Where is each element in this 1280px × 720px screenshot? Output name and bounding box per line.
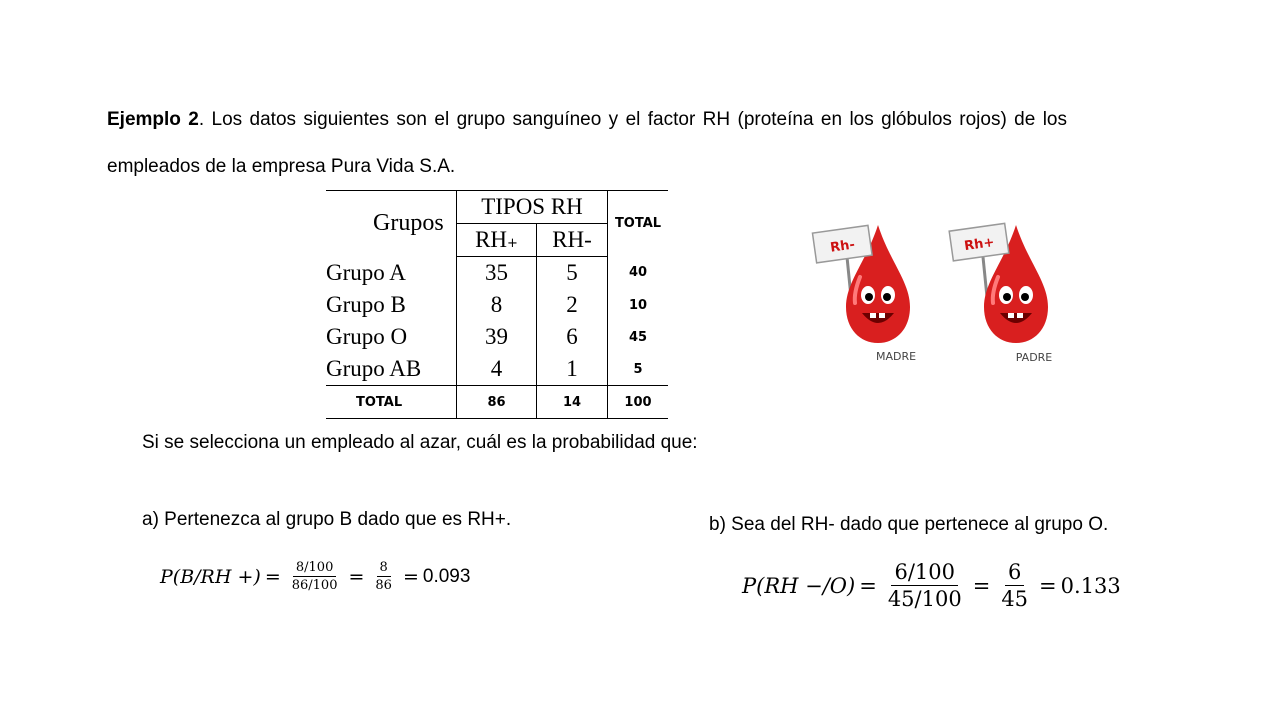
rh-pos-cell: 39 bbox=[457, 321, 537, 353]
rh-negative-header: RH- bbox=[537, 224, 608, 257]
totals-label: TOTAL bbox=[326, 386, 457, 419]
rh-pos-cell: 4 bbox=[457, 353, 537, 386]
totals-row bbox=[326, 386, 668, 419]
rh-negative-drop bbox=[812, 225, 916, 363]
rh-neg-cell: 1 bbox=[537, 353, 608, 386]
formula-a-fraction-1: $\frac{8/100}{86/100}$ bbox=[291, 560, 338, 593]
rh-positive-sign: Rh+ bbox=[963, 235, 996, 255]
table-row bbox=[326, 321, 668, 353]
group-cell: Grupo A bbox=[326, 259, 406, 285]
rh-neg-cell: 5 bbox=[537, 257, 608, 290]
rh-pos-cell: 8 bbox=[457, 289, 537, 321]
group-cell: Grupo AB bbox=[326, 356, 422, 381]
grand-total: 100 bbox=[608, 386, 669, 419]
totals-neg: 14 bbox=[537, 386, 608, 419]
blood-drops-illustration bbox=[808, 207, 1078, 367]
row-total-cell: 10 bbox=[608, 289, 669, 321]
formula-a-result: 0.093 bbox=[422, 565, 471, 587]
rh-positive-drop bbox=[949, 223, 1052, 364]
group-cell: Grupo O bbox=[326, 324, 408, 349]
madre-caption: MADRE bbox=[875, 350, 917, 363]
formula-b-fraction-1: $\frac{6/100}{45/100}$ bbox=[887, 560, 962, 611]
rh-neg-cell: 6 bbox=[537, 321, 608, 353]
formula-a-lhs: P(B/RH +) bbox=[160, 565, 261, 588]
table-row bbox=[326, 257, 668, 290]
formula-a: P(B/RH +) = $\frac{8/100}{86/100}$ = $\frac{8}{86}$ = 0.093 bbox=[160, 560, 471, 593]
tipos-rh-header: TIPOS RH bbox=[457, 191, 608, 224]
part-b-text: b) Sea del RH- dado que pertenece al grupo O. bbox=[709, 514, 1109, 535]
formula-b-lhs: P(RH −/O) bbox=[742, 573, 856, 598]
rh-negative-sign: Rh- bbox=[829, 237, 856, 256]
padre-caption: PADRE bbox=[1015, 351, 1053, 364]
grupos-header: Grupos bbox=[326, 191, 457, 257]
table-header-row bbox=[326, 191, 668, 224]
example-title: Ejemplo 2 bbox=[107, 109, 199, 130]
blood-type-table bbox=[326, 190, 668, 419]
intro-paragraph bbox=[107, 96, 1067, 190]
rh-pos-cell: 35 bbox=[457, 257, 537, 290]
question-text: Si se selecciona un empleado al azar, cuál es la probabilidad que: bbox=[142, 432, 698, 453]
rh-positive-header: RH+ bbox=[457, 224, 537, 257]
rh-neg-cell: 2 bbox=[537, 289, 608, 321]
total-header: TOTAL bbox=[608, 191, 669, 257]
formula-a-fraction-2: $\frac{8}{86}$ bbox=[375, 560, 392, 593]
totals-pos: 86 bbox=[457, 386, 537, 419]
formula-b-fraction-2: $\frac{6}{45}$ bbox=[1001, 560, 1029, 611]
part-a-text: a) Pertenezca al grupo B dado que es RH+. bbox=[142, 509, 512, 530]
row-total-cell: 40 bbox=[608, 257, 669, 290]
row-total-cell: 5 bbox=[608, 353, 669, 386]
row-total-cell: 45 bbox=[608, 321, 669, 353]
formula-b: P(RH −/O) = $\frac{6/100}{45/100}$ = $\frac{6}{45}$ = 0.133 bbox=[742, 560, 1121, 611]
group-cell: Grupo B bbox=[326, 292, 406, 317]
table-row bbox=[326, 289, 668, 321]
formula-b-result: 0.133 bbox=[1060, 573, 1121, 598]
intro-text: . Los datos siguientes son el grupo sanguíneo y el factor RH (proteína en los glóbulos rojos) de los empleados de la empresa Pura Vida S.A. bbox=[107, 109, 1067, 177]
table-row bbox=[326, 353, 668, 386]
